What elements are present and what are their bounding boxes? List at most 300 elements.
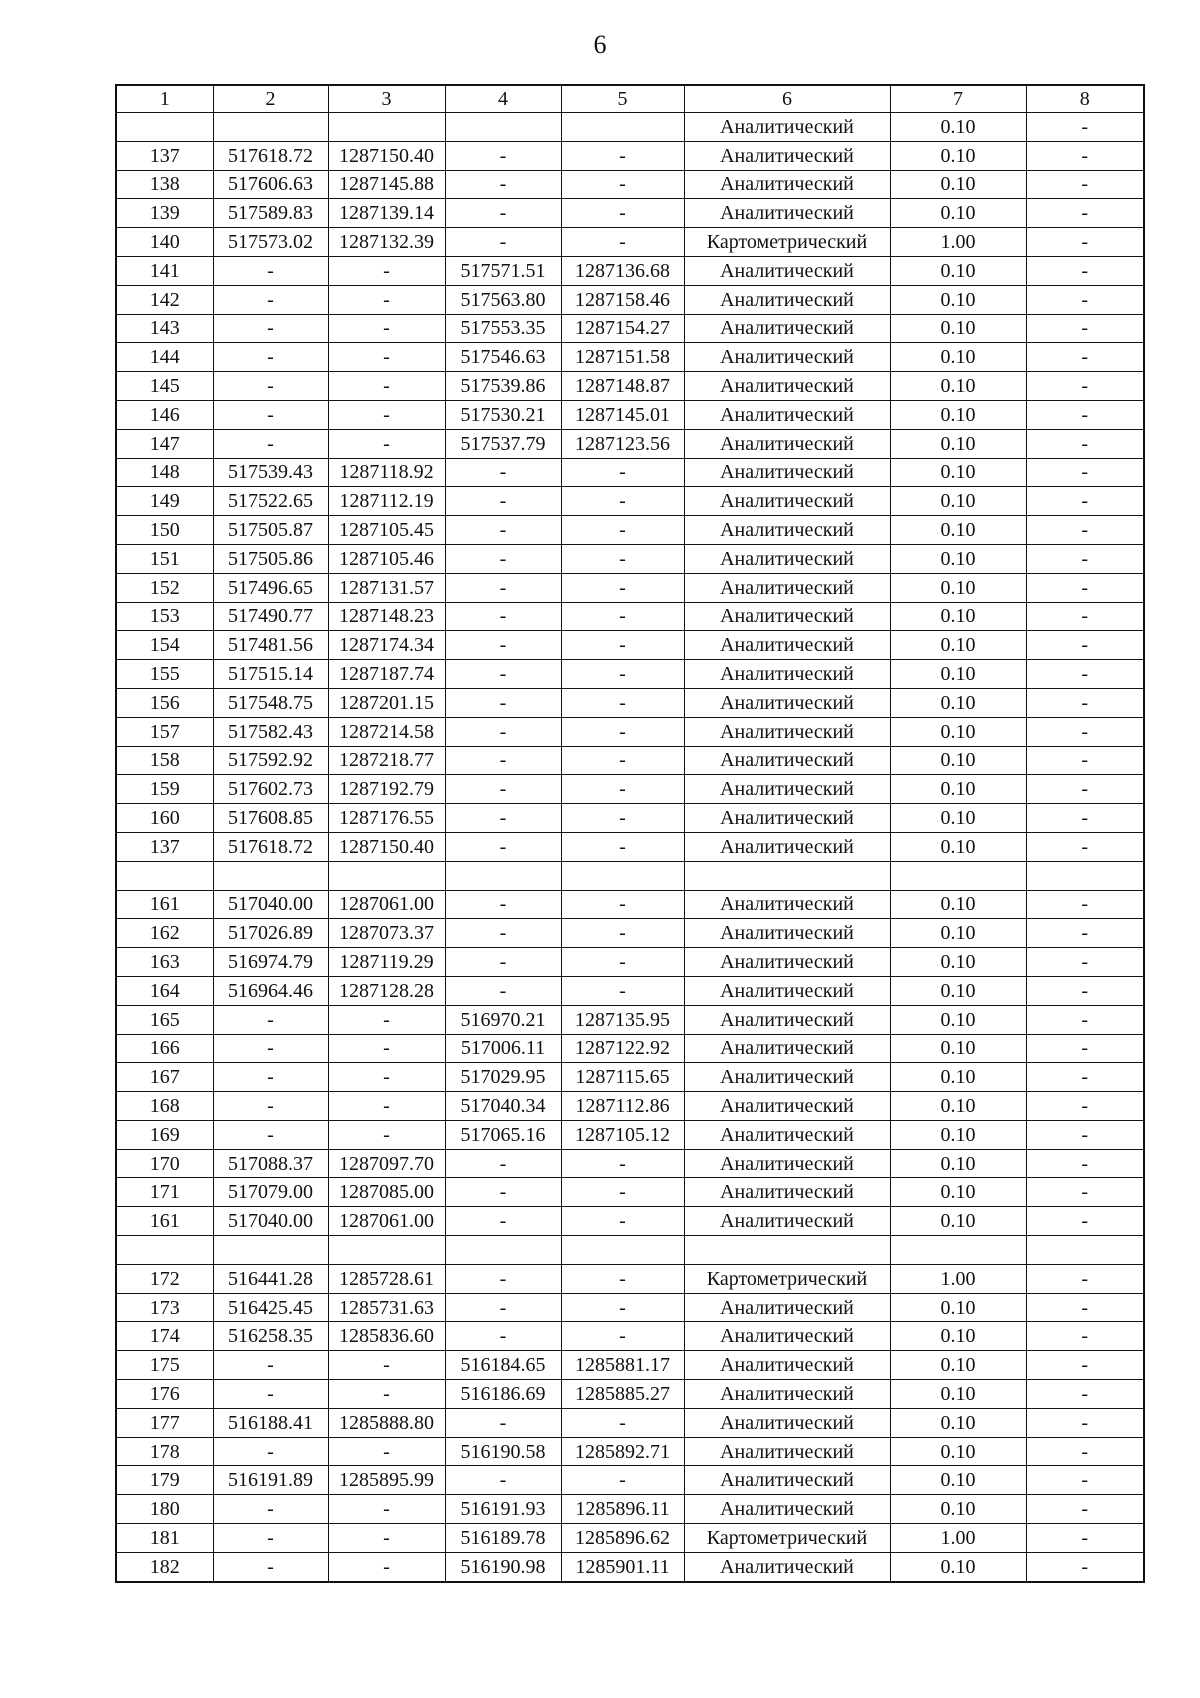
x-coordinate-cell: 516974.79 [213,948,328,977]
table-row [116,1120,1144,1149]
x-coordinate-new-cell [445,113,561,142]
y-coordinate-cell: - [328,1034,445,1063]
y-coordinate-cell: 1287073.37 [328,919,445,948]
y-coordinate-cell: - [328,1005,445,1034]
accuracy-cell: 0.10 [890,631,1026,660]
table-row [116,1178,1144,1207]
point-number-cell: 158 [116,746,213,775]
method-cell: Аналитический [684,1408,890,1437]
point-number-cell: 162 [116,919,213,948]
note-cell: - [1026,660,1144,689]
table-row [116,343,1144,372]
x-coordinate-new-cell: - [445,976,561,1005]
y-coordinate-new-cell: - [561,832,684,861]
table-row [116,1408,1144,1437]
note-cell: - [1026,314,1144,343]
accuracy-cell: 0.10 [890,1149,1026,1178]
y-coordinate-cell: 1287085.00 [328,1178,445,1207]
x-coordinate-new-cell: 517571.51 [445,256,561,285]
point-number-cell: 157 [116,717,213,746]
y-coordinate-cell: 1287132.39 [328,228,445,257]
y-coordinate-cell: 1287174.34 [328,631,445,660]
accuracy-cell: 0.10 [890,199,1026,228]
accuracy-cell: 0.10 [890,285,1026,314]
x-coordinate-cell: 517589.83 [213,199,328,228]
x-coordinate-cell: 517618.72 [213,141,328,170]
point-number-cell: 164 [116,976,213,1005]
table-row [116,1351,1144,1380]
table-row [116,256,1144,285]
note-cell: - [1026,832,1144,861]
note-cell: - [1026,1063,1144,1092]
table-row [116,948,1144,977]
note-cell: - [1026,1207,1144,1236]
y-coordinate-cell: 1287061.00 [328,1207,445,1236]
table-row [116,400,1144,429]
note-cell: - [1026,343,1144,372]
point-number-cell: 156 [116,688,213,717]
y-coordinate-cell: 1285836.60 [328,1322,445,1351]
y-coordinate-new-cell: - [561,228,684,257]
method-cell: Аналитический [684,285,890,314]
y-coordinate-cell: - [328,1437,445,1466]
accuracy-cell: 0.10 [890,516,1026,545]
y-coordinate-new-cell: 1285881.17 [561,1351,684,1380]
column-header-3: 3 [328,85,445,113]
point-number-cell: 141 [116,256,213,285]
table-row [116,1466,1144,1495]
method-cell: Аналитический [684,1178,890,1207]
x-coordinate-cell: - [213,285,328,314]
x-coordinate-new-cell: 517546.63 [445,343,561,372]
x-coordinate-new-cell: - [445,602,561,631]
y-coordinate-new-cell: - [561,458,684,487]
table-row [116,1495,1144,1524]
x-coordinate-cell: - [213,343,328,372]
table-row [116,429,1144,458]
y-coordinate-new-cell: 1285901.11 [561,1552,684,1581]
y-coordinate-cell: 1285728.61 [328,1264,445,1293]
y-coordinate-new-cell: - [561,1207,684,1236]
point-number-cell: 154 [116,631,213,660]
accuracy-cell: 0.10 [890,314,1026,343]
method-cell: Аналитический [684,631,890,660]
y-coordinate-cell: 1287150.40 [328,141,445,170]
y-coordinate-cell: 1287105.45 [328,516,445,545]
y-coordinate-cell: 1287119.29 [328,948,445,977]
table-row [116,1207,1144,1236]
method-cell: Аналитический [684,890,890,919]
method-cell [684,861,890,890]
note-cell: - [1026,890,1144,919]
y-coordinate-cell: 1287131.57 [328,573,445,602]
note-cell: - [1026,1408,1144,1437]
table-row [116,1063,1144,1092]
x-coordinate-cell: - [213,1005,328,1034]
y-coordinate-new-cell: - [561,1264,684,1293]
point-number-cell: 180 [116,1495,213,1524]
method-cell: Аналитический [684,1322,890,1351]
table-row [116,890,1144,919]
table-row [116,1524,1144,1553]
method-cell: Аналитический [684,1005,890,1034]
table-row [116,458,1144,487]
y-coordinate-new-cell: - [561,1149,684,1178]
y-coordinate-cell: 1285895.99 [328,1466,445,1495]
accuracy-cell: 0.10 [890,1380,1026,1409]
x-coordinate-cell [213,113,328,142]
point-number-cell: 170 [116,1149,213,1178]
point-number-cell: 155 [116,660,213,689]
point-number-cell: 161 [116,1207,213,1236]
accuracy-cell: 0.10 [890,832,1026,861]
y-coordinate-cell: - [328,314,445,343]
x-coordinate-new-cell: - [445,890,561,919]
table-row [116,573,1144,602]
accuracy-cell: 0.10 [890,1552,1026,1581]
table-row [116,487,1144,516]
note-cell: - [1026,199,1144,228]
x-coordinate-new-cell: - [445,804,561,833]
y-coordinate-new-cell: - [561,660,684,689]
y-coordinate-cell [328,861,445,890]
accuracy-cell: 0.10 [890,804,1026,833]
method-cell: Аналитический [684,919,890,948]
accuracy-cell: 0.10 [890,1408,1026,1437]
note-cell: - [1026,717,1144,746]
x-coordinate-new-cell: - [445,487,561,516]
x-coordinate-cell: - [213,1495,328,1524]
note-cell: - [1026,113,1144,142]
table-row [116,141,1144,170]
point-number-cell: 172 [116,1264,213,1293]
table-row [116,1005,1144,1034]
accuracy-cell: 0.10 [890,487,1026,516]
y-coordinate-new-cell: - [561,487,684,516]
x-coordinate-cell: - [213,1380,328,1409]
point-number-cell [116,1236,213,1265]
x-coordinate-new-cell: - [445,170,561,199]
accuracy-cell: 0.10 [890,400,1026,429]
method-cell: Аналитический [684,948,890,977]
y-coordinate-new-cell: - [561,890,684,919]
point-number-cell: 174 [116,1322,213,1351]
y-coordinate-cell: - [328,1063,445,1092]
x-coordinate-new-cell: - [445,1264,561,1293]
y-coordinate-cell: 1287218.77 [328,746,445,775]
method-cell: Аналитический [684,1092,890,1121]
x-coordinate-cell: - [213,1034,328,1063]
method-cell: Аналитический [684,516,890,545]
x-coordinate-cell: - [213,1524,328,1553]
accuracy-cell: 0.10 [890,602,1026,631]
note-cell: - [1026,1092,1144,1121]
y-coordinate-new-cell: 1287154.27 [561,314,684,343]
x-coordinate-cell: 517505.86 [213,544,328,573]
method-cell: Аналитический [684,775,890,804]
method-cell: Аналитический [684,1063,890,1092]
x-coordinate-cell: 517496.65 [213,573,328,602]
method-cell: Аналитический [684,660,890,689]
method-cell: Аналитический [684,1149,890,1178]
y-coordinate-new-cell: 1287112.86 [561,1092,684,1121]
accuracy-cell: 0.10 [890,256,1026,285]
y-coordinate-new-cell: - [561,631,684,660]
y-coordinate-new-cell: - [561,1293,684,1322]
y-coordinate-new-cell: 1287123.56 [561,429,684,458]
y-coordinate-cell: 1287105.46 [328,544,445,573]
column-header-2: 2 [213,85,328,113]
x-coordinate-new-cell: - [445,199,561,228]
method-cell: Картометрический [684,228,890,257]
point-number-cell: 147 [116,429,213,458]
y-coordinate-cell: - [328,1351,445,1380]
point-number-cell: 144 [116,343,213,372]
accuracy-cell: 1.00 [890,1524,1026,1553]
y-coordinate-new-cell: - [561,1466,684,1495]
point-number-cell: 169 [116,1120,213,1149]
y-coordinate-new-cell: 1285896.11 [561,1495,684,1524]
note-cell: - [1026,372,1144,401]
x-coordinate-new-cell: - [445,688,561,717]
x-coordinate-cell: - [213,256,328,285]
note-cell: - [1026,228,1144,257]
table-row [116,1149,1144,1178]
x-coordinate-new-cell: - [445,141,561,170]
method-cell: Картометрический [684,1264,890,1293]
x-coordinate-cell: - [213,372,328,401]
column-header-4: 4 [445,85,561,113]
point-number-cell [116,861,213,890]
method-cell: Аналитический [684,804,890,833]
accuracy-cell: 0.10 [890,458,1026,487]
y-coordinate-cell: - [328,1552,445,1581]
point-number-cell: 182 [116,1552,213,1581]
note-cell: - [1026,256,1144,285]
x-coordinate-new-cell: - [445,948,561,977]
y-coordinate-new-cell: 1287148.87 [561,372,684,401]
note-cell: - [1026,1034,1144,1063]
method-cell: Аналитический [684,602,890,631]
x-coordinate-new-cell: 517537.79 [445,429,561,458]
x-coordinate-new-cell: 517006.11 [445,1034,561,1063]
table-row [116,1322,1144,1351]
point-number-cell: 168 [116,1092,213,1121]
accuracy-cell: 0.10 [890,429,1026,458]
y-coordinate-new-cell: - [561,573,684,602]
x-coordinate-new-cell [445,1236,561,1265]
note-cell: - [1026,1466,1144,1495]
x-coordinate-cell: 517088.37 [213,1149,328,1178]
method-cell: Аналитический [684,573,890,602]
accuracy-cell: 0.10 [890,1092,1026,1121]
accuracy-cell: 0.10 [890,775,1026,804]
table-row [116,199,1144,228]
note-cell [1026,861,1144,890]
note-cell: - [1026,1495,1144,1524]
method-cell: Аналитический [684,1552,890,1581]
point-number-cell: 160 [116,804,213,833]
point-number-cell: 148 [116,458,213,487]
method-cell: Аналитический [684,400,890,429]
method-cell: Аналитический [684,1207,890,1236]
method-cell: Аналитический [684,976,890,1005]
method-cell: Аналитический [684,487,890,516]
note-cell: - [1026,170,1144,199]
y-coordinate-new-cell: - [561,199,684,228]
x-coordinate-cell: 517481.56 [213,631,328,660]
y-coordinate-cell: 1287201.15 [328,688,445,717]
x-coordinate-new-cell: - [445,631,561,660]
table-row [116,660,1144,689]
y-coordinate-cell: - [328,285,445,314]
method-cell: Аналитический [684,1351,890,1380]
x-coordinate-new-cell [445,861,561,890]
x-coordinate-cell: - [213,1351,328,1380]
x-coordinate-cell: - [213,1437,328,1466]
note-cell: - [1026,1322,1144,1351]
x-coordinate-cell: 517522.65 [213,487,328,516]
x-coordinate-new-cell: 516970.21 [445,1005,561,1034]
accuracy-cell [890,861,1026,890]
accuracy-cell: 0.10 [890,1495,1026,1524]
y-coordinate-cell: - [328,1092,445,1121]
y-coordinate-new-cell: - [561,919,684,948]
y-coordinate-new-cell: 1287105.12 [561,1120,684,1149]
accuracy-cell: 0.10 [890,372,1026,401]
accuracy-cell: 0.10 [890,573,1026,602]
point-number-cell: 146 [116,400,213,429]
accuracy-cell: 0.10 [890,343,1026,372]
x-coordinate-new-cell: - [445,775,561,804]
y-coordinate-cell: - [328,429,445,458]
point-number-cell: 177 [116,1408,213,1437]
x-coordinate-cell: - [213,314,328,343]
table-row [116,1236,1144,1265]
y-coordinate-cell: - [328,1524,445,1553]
y-coordinate-cell: 1287214.58 [328,717,445,746]
y-coordinate-cell: 1287128.28 [328,976,445,1005]
x-coordinate-new-cell: - [445,544,561,573]
y-coordinate-new-cell: - [561,804,684,833]
note-cell: - [1026,487,1144,516]
page-number: 6 [593,30,607,59]
accuracy-cell: 0.10 [890,1293,1026,1322]
x-coordinate-cell: 517079.00 [213,1178,328,1207]
y-coordinate-new-cell: - [561,1322,684,1351]
y-coordinate-cell: 1287187.74 [328,660,445,689]
method-cell: Аналитический [684,372,890,401]
y-coordinate-new-cell: 1287158.46 [561,285,684,314]
coordinates-table [115,84,1145,1583]
accuracy-cell: 0.10 [890,746,1026,775]
point-number-cell: 139 [116,199,213,228]
point-number-cell: 176 [116,1380,213,1409]
note-cell: - [1026,1120,1144,1149]
y-coordinate-new-cell: - [561,141,684,170]
x-coordinate-cell: 516188.41 [213,1408,328,1437]
accuracy-cell: 0.10 [890,1005,1026,1034]
table-row [116,1034,1144,1063]
x-coordinate-new-cell: 517563.80 [445,285,561,314]
x-coordinate-new-cell: - [445,1466,561,1495]
table-row [116,631,1144,660]
note-cell: - [1026,602,1144,631]
table-row [116,544,1144,573]
x-coordinate-new-cell: 517553.35 [445,314,561,343]
y-coordinate-cell: 1287139.14 [328,199,445,228]
x-coordinate-cell: - [213,1552,328,1581]
x-coordinate-cell: - [213,1063,328,1092]
x-coordinate-cell [213,1236,328,1265]
y-coordinate-new-cell: 1287136.68 [561,256,684,285]
accuracy-cell: 1.00 [890,228,1026,257]
x-coordinate-cell: 517618.72 [213,832,328,861]
y-coordinate-new-cell: - [561,688,684,717]
y-coordinate-new-cell [561,1236,684,1265]
x-coordinate-new-cell: - [445,458,561,487]
method-cell: Аналитический [684,170,890,199]
point-number-cell: 153 [116,602,213,631]
x-coordinate-new-cell: - [445,228,561,257]
accuracy-cell: 0.10 [890,1207,1026,1236]
table-row [116,372,1144,401]
table-row [116,1264,1144,1293]
accuracy-cell: 0.10 [890,113,1026,142]
y-coordinate-new-cell [561,113,684,142]
note-cell: - [1026,1149,1144,1178]
method-cell: Картометрический [684,1524,890,1553]
y-coordinate-new-cell: 1285885.27 [561,1380,684,1409]
note-cell: - [1026,1437,1144,1466]
method-cell: Аналитический [684,141,890,170]
point-number-cell: 137 [116,141,213,170]
y-coordinate-cell [328,113,445,142]
method-cell: Аналитический [684,746,890,775]
method-cell: Аналитический [684,256,890,285]
y-coordinate-cell: - [328,343,445,372]
accuracy-cell: 0.10 [890,544,1026,573]
x-coordinate-cell: 517606.63 [213,170,328,199]
accuracy-cell: 0.10 [890,1351,1026,1380]
x-coordinate-new-cell: - [445,1322,561,1351]
y-coordinate-cell: - [328,1380,445,1409]
accuracy-cell: 0.10 [890,1178,1026,1207]
y-coordinate-new-cell [561,861,684,890]
method-cell [684,1236,890,1265]
note-cell: - [1026,429,1144,458]
note-cell: - [1026,141,1144,170]
column-header-1: 1 [116,85,213,113]
table-row [116,717,1144,746]
y-coordinate-new-cell: - [561,746,684,775]
table-row [116,285,1144,314]
method-cell: Аналитический [684,1120,890,1149]
y-coordinate-cell: 1287148.23 [328,602,445,631]
x-coordinate-cell: 517602.73 [213,775,328,804]
accuracy-cell: 0.10 [890,1063,1026,1092]
point-number-cell: 149 [116,487,213,516]
y-coordinate-new-cell: - [561,717,684,746]
table-row [116,314,1144,343]
accuracy-cell: 0.10 [890,1466,1026,1495]
accuracy-cell: 0.10 [890,660,1026,689]
accuracy-cell: 1.00 [890,1264,1026,1293]
note-cell: - [1026,458,1144,487]
y-coordinate-cell [328,1236,445,1265]
table-row [116,861,1144,890]
x-coordinate-cell: 517040.00 [213,1207,328,1236]
